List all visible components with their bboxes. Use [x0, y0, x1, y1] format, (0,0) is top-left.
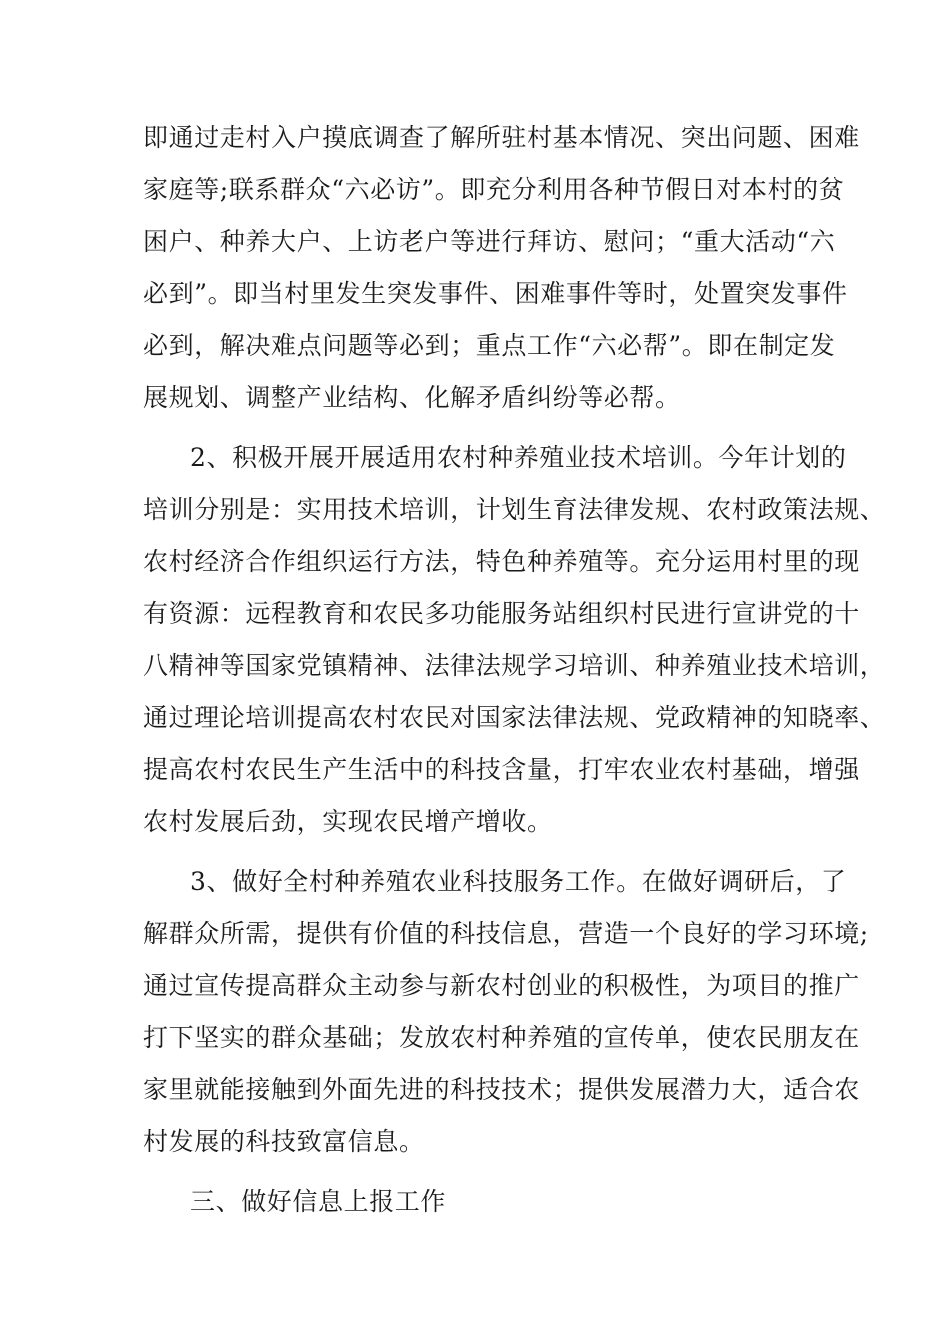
paragraph-2-line-2: 培训分别是：实用技术培训，计划生育法律发规、农村政策法规、 — [143, 495, 886, 524]
paragraph-2-line-5: 八精神等国家党镇精神、法律法规学习培训、种养殖业技术培训， — [143, 651, 886, 680]
paragraph-2-line-7: 提高农村农民生产生活中的科技含量，打牢农业农村基础，增强 — [143, 755, 860, 784]
paragraph-2-line-4: 有资源：远程教育和农民多功能服务站组织村民进行宣讲党的十 — [143, 599, 860, 628]
paragraph-1-line-6: 展规划、调整产业结构、化解矛盾纠纷等必帮。 — [143, 383, 681, 412]
paragraph-3-line-6: 村发展的科技致富信息。 — [143, 1127, 425, 1156]
paragraph-1-line-2: 家庭等;联系群众“六必访”。即充分利用各种节假日对本村的贫 — [143, 175, 845, 204]
paragraph-3-line-1: 3、做好全村种养殖农业科技服务工作。在做好调研后，了 — [190, 867, 847, 896]
paragraph-3-line-4: 打下坚实的群众基础；发放农村种养殖的宣传单，使农民朋友在 — [143, 1023, 860, 1052]
paragraph-1-line-4: 必到”。即当村里发生突发事件、困难事件等时，处置突发事件 — [143, 279, 848, 308]
paragraph-2-line-3: 农村经济合作组织运行方法，特色种养殖等。充分运用村里的现 — [143, 547, 860, 576]
paragraph-2-line-8: 农村发展后劲，实现农民增产增收。 — [143, 807, 553, 836]
paragraph-3-line-5: 家里就能接触到外面先进的科技技术；提供发展潜力大，适合农 — [143, 1075, 860, 1104]
paragraph-1-line-1: 即通过走村入户摸底调查了解所驻村基本情况、突出问题、困难 — [143, 123, 860, 152]
paragraph-1-line-5: 必到，解决难点问题等必到；重点工作“六必帮”。即在制定发 — [143, 331, 836, 360]
paragraph-3-line-3: 通过宣传提高群众主动参与新农村创业的积极性，为项目的推广 — [143, 971, 860, 1000]
paragraph-1-line-3: 困户、种养大户、上访老户等进行拜访、慰问；“重大活动“六 — [143, 227, 836, 256]
paragraph-3-line-2: 解群众所需，提供有价值的科技信息，营造一个良好的学习环境; — [143, 919, 869, 948]
section-heading: 三、做好信息上报工作 — [190, 1187, 447, 1216]
paragraph-2-line-1: 2、积极开展开展适用农村种养殖业技术培训。今年计划的 — [190, 443, 847, 472]
paragraph-2-line-6: 通过理论培训提高农村农民对国家法律法规、党政精神的知晓率、 — [143, 703, 886, 732]
